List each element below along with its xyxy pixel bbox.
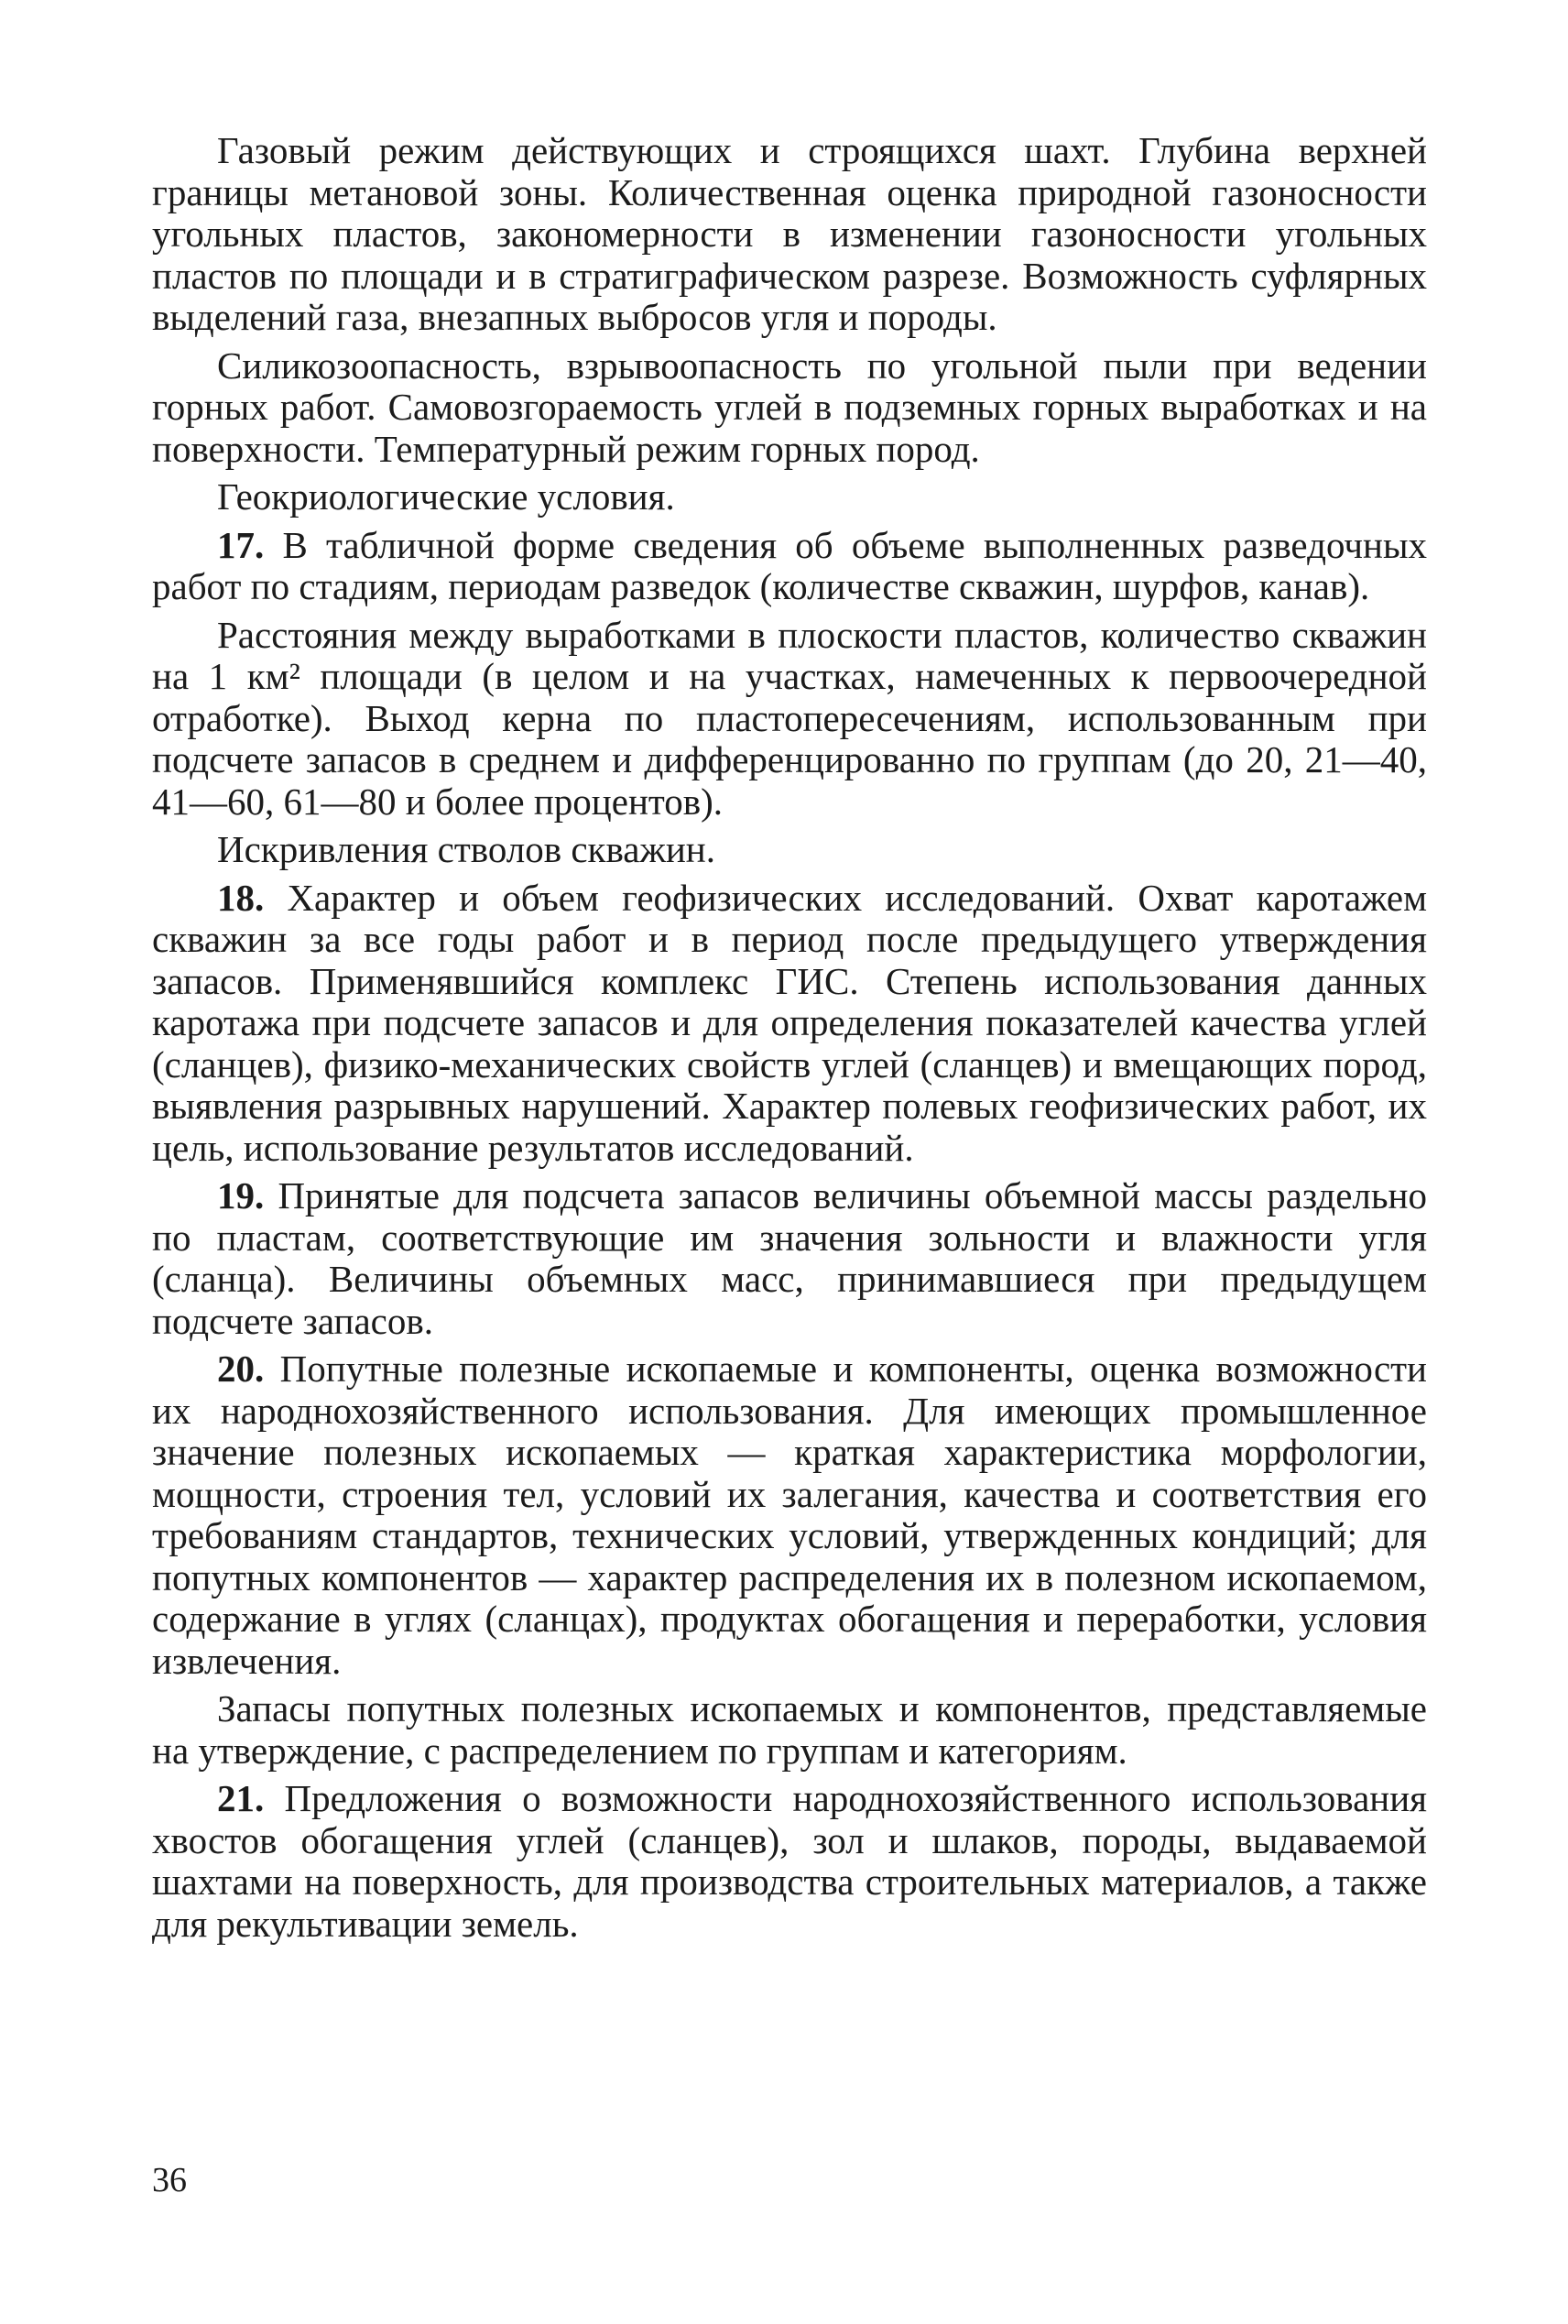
paragraph-text: Предложения о возможности народнохозяйственного использования хвостов обогащения углей (сланцев), зол и шлаков, породы, выдаваемой шахтами на поверхность, для производства строительных материалов, а также для рекультивации земель. <box>152 1777 1428 1945</box>
paragraph-item-21 <box>152 1778 1427 1945</box>
page-number: 36 <box>152 2161 187 2199</box>
paragraph-text: Геокриологические условия. <box>217 475 675 518</box>
item-number: 21. <box>217 1777 265 1819</box>
item-number: 17. <box>217 523 265 566</box>
document-body <box>152 130 1427 1951</box>
paragraph-text: Силикозоопасность, взрывоопасность по угольной пыли при ведении горных работ. Самовозгораемость углей в подземных горных выработках и на поверхности. Температурный режим горных пород. <box>152 344 1427 470</box>
paragraph-text: Искривления стволов скважин. <box>217 828 715 870</box>
paragraph-silicosis-hazard <box>152 345 1427 471</box>
paragraph-working-distances <box>152 615 1427 824</box>
paragraph-text: Попутные полезные ископаемые и компоненты, оценка возможности их народнохозяйственного использования. Для имеющих промышленное значение полезных ископаемых — краткая характеристика морфологии, мощности, строения тел, условий их залегания, качества и соответствия его требованиям стандартов, технических условий, утвержденных кондиций; для попутных компонентов — характер распределения их в полезном ископаемом, содержание в углях (сланцах), продуктах обогащения и переработки, условия извлечения. <box>152 1347 1427 1682</box>
paragraph-gas-regime <box>152 130 1427 339</box>
paragraph-item-19 <box>152 1175 1427 1342</box>
paragraph-borehole-curvature <box>152 829 1427 871</box>
paragraph-text: Газовый режим действующих и строящихся шахт. Глубина верхней границы метановой зоны. Количественная оценка природной газоносности угольных пластов, закономерности в изменении газоносности угольных пластов по площади и в стратиграфическом разрезе. Возможность суфлярных выделений газа, внезапных выбросов угля и породы. <box>152 129 1427 338</box>
paragraph-item-17 <box>152 525 1427 608</box>
paragraph-item-20 <box>152 1348 1427 1682</box>
paragraph-item-18 <box>152 878 1427 1170</box>
paragraph-text: Расстояния между выработками в плоскости пластов, количество скважин на 1 км² площади (в целом и на участках, намеченных к первоочередной отработке). Выход керна по пластопересечениям, использованным при подсчете запасов в среднем и дифференцированно по группам (до 20, 21—40, 41—60, 61—80 и более процентов). <box>152 613 1427 823</box>
paragraph-geocryology <box>152 476 1427 518</box>
paragraph-text: Принятые для подсчета запасов величины объемной массы раздельно по пластам, соответствующие им значения зольности и влажности угля (сланца). Величины объемных масс, принимавшиеся при предыдущем подсчете запасов. <box>152 1174 1427 1342</box>
paragraph-byproduct-reserves <box>152 1688 1427 1772</box>
item-number: 20. <box>217 1347 265 1390</box>
paragraph-text: В табличной форме сведения об объеме выполненных разведочных работ по стадиям, периодам разведок (количестве скважин, шурфов, канав). <box>152 523 1428 607</box>
item-number: 19. <box>217 1174 265 1217</box>
paragraph-text: Запасы попутных полезных ископаемых и компонентов, представляемые на утверждение, с распределением по группам и категориям. <box>152 1687 1427 1772</box>
paragraph-text: Характер и объем геофизических исследований. Охват каротажем скважин за все годы работ и в период после предыдущего утверждения запасов. Применявшийся комплекс ГИС. Степень использования данных каротажа при подсчете запасов и для определения показателей качества углей (сланцев), физико-механических свойств углей (сланцев) и вмещающих пород, выявления разрывных нарушений. Характер полевых геофизических работ, их цель, использование результатов исследований. <box>152 876 1428 1169</box>
item-number: 18. <box>217 876 265 919</box>
